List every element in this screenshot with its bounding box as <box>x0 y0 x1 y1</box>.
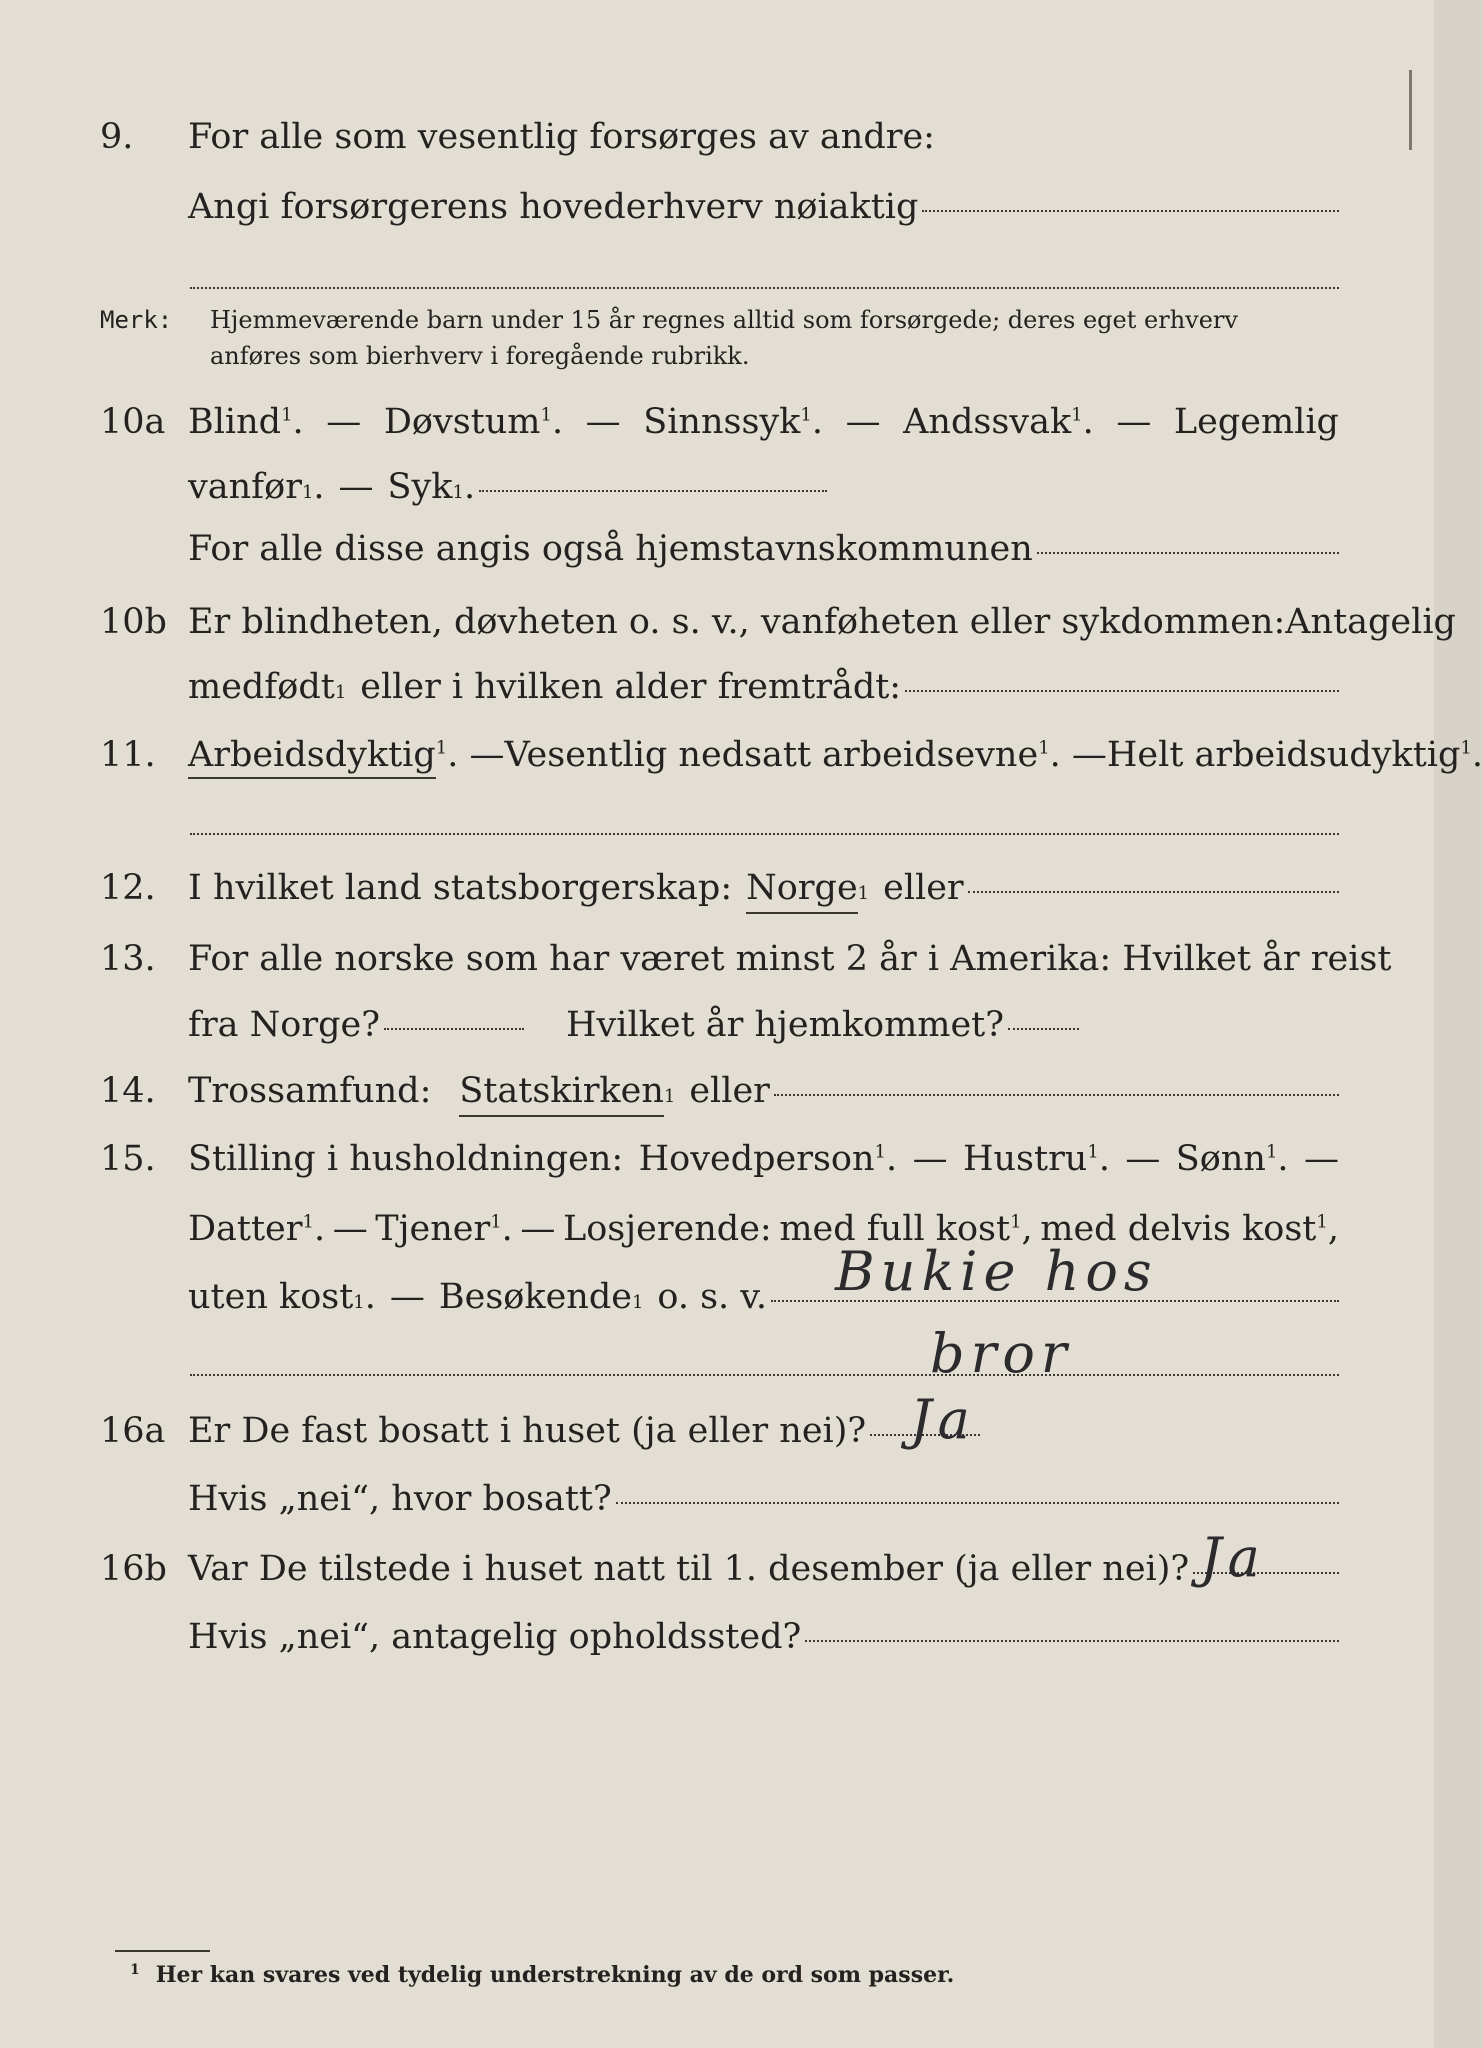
q14-number: 14. <box>100 1071 156 1111</box>
q15-opt-uten-kost[interactable]: uten kost <box>188 1277 354 1317</box>
q10a-hometown-field[interactable] <box>1037 550 1339 554</box>
q11-opt-arbeidsdyktig[interactable]: Arbeidsdyktig <box>188 735 436 779</box>
q9-question: For alle som vesentlig forsørges av andre: <box>188 117 935 157</box>
q10a-number: 10a <box>100 402 166 442</box>
footnote-mark: 1 <box>130 1961 140 1978</box>
q15-opt-delvis-kost[interactable]: med delvis kost <box>1040 1209 1317 1249</box>
q10a-opt-sinnssyk[interactable]: Sinnssyk <box>643 402 801 442</box>
q15-opt-hovedperson[interactable]: Hovedperson <box>638 1139 875 1179</box>
q16b-question: Var De tilstede i huset natt til 1. desember (ja eller nei)? <box>188 1549 1190 1589</box>
q13-left-field[interactable] <box>384 1026 524 1030</box>
q15-osv-label: o. s. v. <box>657 1277 768 1317</box>
q9-answer-field[interactable] <box>922 208 1339 212</box>
q16b-where-field[interactable] <box>805 1638 1339 1642</box>
q10a-opt-legemlig[interactable]: Legemlig <box>1173 402 1339 442</box>
q10b-age-field[interactable] <box>905 688 1339 692</box>
q16a-question: Er De fast bosatt i huset (ja eller nei)? <box>188 1411 867 1451</box>
q12-opt-norge[interactable]: Norge <box>746 866 858 914</box>
q15-answer-line2[interactable] <box>190 1374 1339 1376</box>
merk-text-1: Hjemmeværende barn under 15 år regnes alltid som forsørgede; deres eget erhverv <box>210 306 1238 334</box>
q13-number: 13. <box>100 939 156 979</box>
q13-left-label: fra Norge? <box>188 1005 380 1045</box>
q16b-where-label: Hvis „nei“, antagelig opholdssted? <box>188 1617 802 1657</box>
q14-answer-field[interactable] <box>774 1092 1339 1096</box>
page-edge-mark <box>1409 70 1412 150</box>
q10a-opt-andssvak[interactable]: Andssvak <box>903 402 1072 442</box>
q10a-opt-dovstum[interactable]: Døvstum <box>383 402 541 442</box>
q10a-opt-blind[interactable]: Blind <box>188 402 282 442</box>
q15-losjerende-label: Losjerende: <box>562 1209 772 1249</box>
q12-number: 12. <box>100 868 156 908</box>
q15-opt-hustru[interactable]: Hustru <box>962 1139 1088 1179</box>
q15-number: 15. <box>100 1139 156 1179</box>
q10b-age-label: eller i hvilken alder fremtrådt: <box>360 667 902 707</box>
q10b-opt-medfodt[interactable]: medfødt <box>188 667 335 707</box>
q10a-hometown-label: For alle disse angis også hjemstavnskommunen <box>188 529 1033 569</box>
q15-opt-sonn[interactable]: Sønn <box>1175 1139 1266 1179</box>
merk-text-2: anføres som bierhverv i foregående rubrikk. <box>210 342 750 370</box>
q14-opt-statskirken[interactable]: Statskirken <box>459 1069 664 1117</box>
q15-question: Stilling i husholdningen: <box>188 1139 624 1179</box>
q12-question: I hvilket land statsborgerskap: <box>188 868 733 908</box>
q16a-where-field[interactable] <box>616 1500 1339 1504</box>
q9-occupation-label: Angi forsørgerens hovederhverv nøiaktig <box>188 187 919 227</box>
q15-handwritten-answer-2: bror <box>930 1322 1073 1385</box>
q10a-opt-vanfor[interactable]: vanfør <box>188 467 302 507</box>
q16a-where-label: Hvis „nei“, hvor bosatt? <box>188 1479 612 1519</box>
q9-extra-answer-line[interactable] <box>190 287 1339 289</box>
census-form-page: 9. For alle som vesentlig forsørges av andre: Angi forsørgerens hovederhverv nøiaktig Merk: Hjemmeværende barn under 15 år regnes alltid som forsørgede; deres eget erhverv anføres som bierhverv i foregående rubrikk. 10a Blind$^1$. — Døvstum$^1$. — Sinnssyk$^1$. — Andssvak$^1$. — Legemlig vanfør 1 . — Syk 1 . For alle disse angis også hjemstavnskommunen 10b Er blindheten, døvheten o. s. v., vanføheten eller sykdommen: Antagelig medfødt 1 eller i hvilken alder fremtrådt: 11. Arbeidsdyktig$^1$. — Vesentlig nedsatt arbeidsevne$^1$. — Helt arbeidsudyktig$^1$. 12. I hvilket land statsborgerskap: Norge 1 eller 13. For alle norske som har været minst 2 år i Amerika: Hvilket år reist fra Norge? Hvilket år hjemkommet? 14. Trossamfund: Statskirken 1 eller 15. Stilling i husholdningen: Hovedperson$^1$. — Hustru$^1$. — Sønn$^1$. — Datter$^1$. — Tjener$^1$. — Losjerende: med full kost$^1$, med delvis kost$^1$, uten kost 1 . — Besøkende 1 o. s. v. Bukie hos bror 16a Er De fast bosatt i huset (ja eller nei)? Ja Hvis „nei“, hvor bosatt? 16b Var De tilstede i huset natt til 1. desember (ja eller nei)? Ja Hvis „nei“, antagelig opholdssted? $^1$ Her kan svares ved tydelig understrekning av de ord som passer. <box>0 0 1434 2048</box>
q16a-handwritten-answer: Ja <box>910 1388 976 1451</box>
q11-opt-nedsatt[interactable]: Vesentlig nedsatt arbeidsevne <box>504 735 1039 775</box>
q13-question: For alle norske som har været minst 2 år i Amerika: Hvilket år reist <box>188 939 1392 979</box>
q16b-handwritten-answer: Ja <box>1200 1526 1266 1589</box>
q14-else-label: eller <box>689 1071 770 1111</box>
q10b-question: Er blindheten, døvheten o. s. v., vanføheten eller sykdommen: <box>188 602 1286 642</box>
q9-number: 9. <box>100 117 134 157</box>
q15-handwritten-answer-1: Bukie hos <box>835 1240 1158 1303</box>
q15-opt-tjener[interactable]: Tjener <box>375 1209 491 1249</box>
q15-opt-besokende[interactable]: Besøkende <box>438 1277 632 1317</box>
q13-return-field[interactable] <box>1008 1026 1079 1030</box>
q11-number: 11. <box>100 735 156 775</box>
footnote-rule <box>115 1950 210 1952</box>
q16a-number: 16a <box>100 1411 166 1451</box>
merk-label: Merk: <box>100 306 173 334</box>
q15-opt-datter[interactable]: Datter <box>188 1209 303 1249</box>
q10a-answer-field[interactable] <box>479 488 827 492</box>
q16b-number: 16b <box>100 1549 167 1589</box>
q12-else-label: eller <box>883 868 964 908</box>
q13-return-label: Hvilket år hjemkommet? <box>566 1005 1005 1045</box>
q11-opt-udyktig[interactable]: Helt arbeidsudyktig <box>1106 735 1461 775</box>
q10a-opt-syk[interactable]: Syk <box>387 467 453 507</box>
q14-question: Trossamfund: <box>188 1071 432 1111</box>
q12-answer-field[interactable] <box>968 889 1339 893</box>
q10b-opt-antagelig[interactable]: Antagelig <box>1285 602 1456 642</box>
footnote <box>130 1962 954 1988</box>
q10b-number: 10b <box>100 602 167 642</box>
q15-opt-full-kost[interactable]: med full kost <box>779 1209 1011 1249</box>
q11-answer-line[interactable] <box>190 833 1339 835</box>
footnote-text: Her kan svares ved tydelig understrekning av de ord som passer. <box>155 1962 955 1988</box>
